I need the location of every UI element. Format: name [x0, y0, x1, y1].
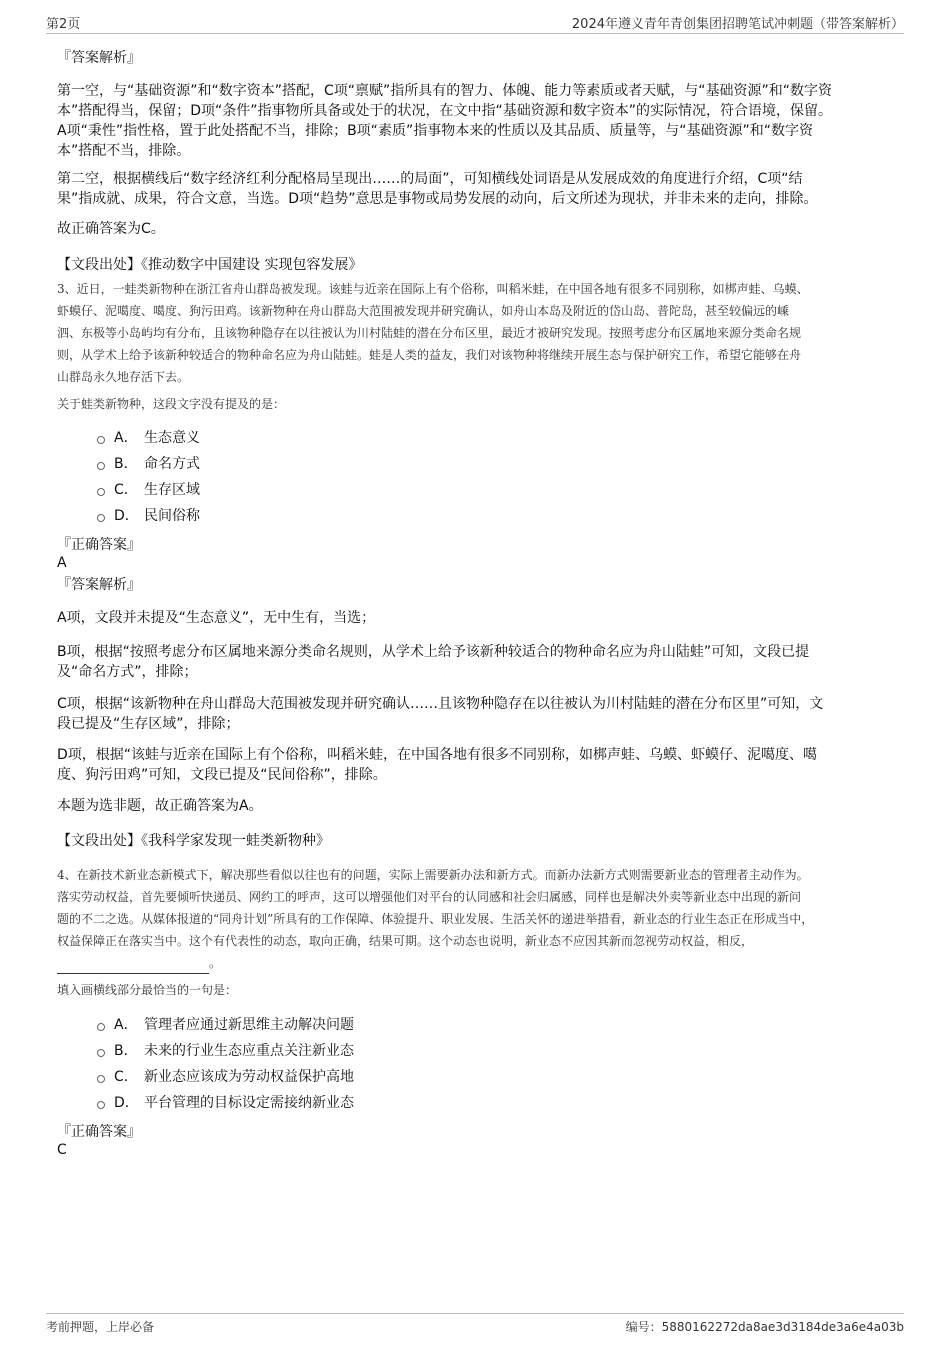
radio-button[interactable]	[97, 436, 105, 444]
option-text: 新业态应该成为劳动权益保护高地	[144, 1069, 354, 1085]
document-id: 编号：5880162272da8ae3d3184de3a6e4a03b	[625, 1320, 904, 1334]
text-line: 落实劳动权益，首先要倾听快递员、网约工的呼声，这可以增强他们对平台的认同感和社会归属感，同样也是解决外卖等新业态中出现的新问	[57, 890, 802, 904]
document-title: 2024年遵义青年青创集团招聘笔试冲刺题（带答案解析）	[571, 17, 904, 32]
radio-button[interactable]	[97, 514, 105, 522]
radio-button[interactable]	[97, 1049, 105, 1057]
option-text: 命名方式	[144, 456, 200, 472]
text-line: C项，根据“该新物种在舟山群岛大范围被发现并研究确认……且该物种隐存在以往被认为川村陆蛙的潜在分布区里”可知，文	[57, 696, 824, 712]
option-text: 平台管理的目标设定需接纳新业态	[144, 1095, 354, 1111]
q3-source: 【文段出处】《我科学家发现一蛙类新物种》	[57, 833, 330, 849]
option-key: C．	[114, 482, 138, 498]
q3-answer-label: 『正确答案』	[57, 537, 141, 553]
q3-analysis-a: A项，文段并未提及“生态意义”，无中生有，当选；	[57, 610, 376, 626]
text-line: 权益保障正在落实当中。这个有代表性的动态，取向正确，结果可期。这个动态也说明，新业态不应因其新而忽视劳动权益，相反，	[57, 934, 754, 948]
radio-button[interactable]	[97, 1101, 105, 1109]
q3-analysis-c	[57, 694, 897, 734]
q4-option-a[interactable]	[97, 1015, 354, 1035]
text-line: 虾蟆仔、泥噶度、噶度、狗污田鸡。该新物种在舟山群岛大范围被发现并研究确认，如舟山本岛及附近的岱山岛、普陀岛，甚至较偏远的嵊	[57, 304, 790, 318]
q2-conclusion: 故正确答案为C。	[57, 221, 165, 237]
text-line: A项“秉性”指性格，置于此处搭配不当，排除；B项“素质”指事物本来的性质以及其品质、质量等，与“基础资源”和“数字资	[57, 123, 813, 139]
option-key: D．	[114, 508, 139, 524]
text-line: 泗、东极等小岛屿均有分布，且该物种隐存在以往被认为川村陆蛙的潜在分布区里，最近才被研究发现。按照考虑分布区属地来源分类命名规	[57, 326, 802, 340]
option-text: 生存区域	[144, 482, 200, 498]
q3-conclusion: 本题为选非题，故正确答案为A。	[57, 798, 263, 814]
page-header	[46, 13, 904, 34]
text-line: 本”搭配不当，排除。	[57, 143, 191, 159]
q3-analysis-b	[57, 642, 897, 682]
text-line: 3、近日，一蛙类新物种在浙江省舟山群岛被发现。该蛙与近亲在国际上有个俗称，叫稻米蛙，在中国各地有很多不同别称，如梆声蛙、乌蟆、	[57, 282, 809, 296]
option-text: 民间俗称	[144, 508, 200, 524]
q4-question: 填入画横线部分最恰当的一句是：	[57, 983, 238, 997]
option-key: C．	[114, 1069, 138, 1085]
q4-option-b[interactable]	[97, 1041, 354, 1061]
text-line: 及“命名方式”，排除；	[57, 664, 198, 680]
text-line: 段已提及“生存区域”，排除；	[57, 716, 240, 732]
radio-button[interactable]	[97, 462, 105, 470]
option-key: B．	[114, 456, 138, 472]
q4-option-c[interactable]	[97, 1067, 354, 1087]
q3-question: 关于蛙类新物种，这段文字没有提及的是：	[57, 397, 286, 411]
q3-analysis-d	[57, 745, 897, 785]
text-line: 第一空，与“基础资源”和“数字资本”搭配，C项“禀赋”指所具有的智力、体魄、能力等素质或者天赋，与“基础资源”和“数字资	[57, 83, 833, 99]
fill-in-blank	[57, 961, 209, 974]
text-line: 山群岛永久地存活下去。	[57, 370, 190, 384]
radio-button[interactable]	[97, 488, 105, 496]
text-line: 果”指成就、成果，符合文意，当选。D项“趋势”意思是事物或局势发展的动向，后文所述为现状，并非未来的走向，排除。	[57, 191, 818, 207]
text-line: 则，从学术上给予该新种较适合的物种命名应为舟山陆蛙。蛙是人类的益友，我们对该物种将继续开展生态与保护研究工作，希望它能够在舟	[57, 348, 802, 362]
q3-passage	[57, 278, 897, 388]
q4-answer: C	[57, 1142, 67, 1158]
option-key: A．	[114, 1017, 138, 1033]
q3-option-d[interactable]	[97, 506, 200, 526]
q3-answer: A	[57, 555, 67, 571]
text-line: 第二空，根据横线后“数字经济红利分配格局呈现出……的局面”，可知横线处词语是从发展成效的角度进行介绍，C项“结	[57, 171, 803, 187]
option-key: B．	[114, 1043, 138, 1059]
q2-source: 【文段出处】《推动数字中国建设 实现包容发展》	[57, 257, 363, 273]
blank-end-punct: 。	[209, 956, 222, 970]
q2-analysis-paragraph-1	[57, 81, 897, 161]
option-text: 生态意义	[144, 430, 200, 446]
text-line	[57, 952, 897, 974]
q3-option-c[interactable]	[97, 480, 200, 500]
footer-slogan: 考前押题，上岸必备	[46, 1320, 155, 1334]
q2-analysis-label: 『答案解析』	[57, 50, 141, 66]
q2-analysis-paragraph-2	[57, 169, 897, 209]
text-line: 本”搭配得当，保留；D项“条件”指事物所具备或处于的状况，在文中指“基础资源和数字资本”的实际情况，符合语境，保留。	[57, 103, 833, 119]
option-text: 管理者应通过新思维主动解决问题	[144, 1017, 354, 1033]
page-number: 第2页	[46, 17, 81, 32]
option-key: D．	[114, 1095, 139, 1111]
text-line: D项，根据“该蛙与近亲在国际上有个俗称，叫稻米蛙，在中国各地有很多不同别称，如梆声蛙、乌蟆、虾蟆仔、泥噶度、噶	[57, 747, 818, 763]
radio-button[interactable]	[97, 1075, 105, 1083]
option-text: 未来的行业生态应重点关注新业态	[144, 1043, 354, 1059]
option-key: A．	[114, 430, 138, 446]
text-line: B项，根据“按照考虑分布区属地来源分类命名规则，从学术上给予该新种较适合的物种命名应为舟山陆蛙”可知，文段已提	[57, 644, 810, 660]
text-line: 题的不二之选。从媒体报道的“同舟计划”所具有的工作保障、体验提升、职业发展、生活关怀的递进举措看，新业态的行业生态正在形成当中，	[57, 912, 814, 926]
q4-option-d[interactable]	[97, 1093, 354, 1113]
q4-passage	[57, 864, 897, 974]
q3-option-a[interactable]	[97, 428, 200, 448]
page-footer	[46, 1313, 904, 1336]
radio-button[interactable]	[97, 1023, 105, 1031]
text-line: 4、在新技术新业态新模式下，解决那些看似以往也有的问题，实际上需要新办法和新方式。而新办法新方式则需要新业态的管理者主动作为。	[57, 868, 809, 882]
text-line: 度、狗污田鸡”可知，文段已提及“民间俗称”，排除。	[57, 767, 387, 783]
q4-answer-label: 『正确答案』	[57, 1124, 141, 1140]
q3-analysis-label: 『答案解析』	[57, 577, 141, 593]
q3-option-b[interactable]	[97, 454, 200, 474]
